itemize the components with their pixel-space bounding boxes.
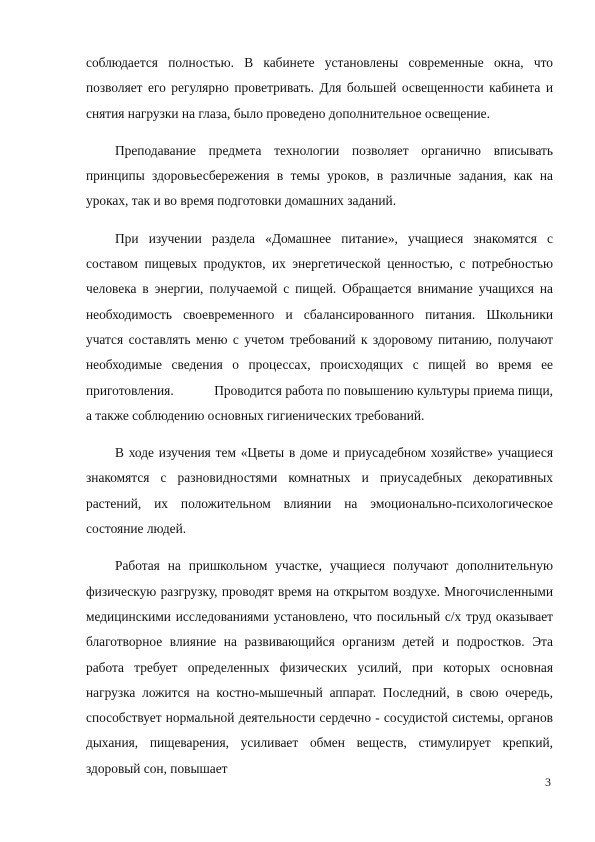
page-number: 3: [545, 775, 551, 789]
paragraph-school-garden: Работая на пришкольном участке, учащиеся получают дополнительную физическую разгрузку, проводят время на открытом воздухе. Многочисленными медицинскими исследованиями установлено, что посильный с/х труд оказывает благотворное влияние на развивающийся организм детей и подростков. Эта работа требует определенных физических усилий, при которых основная нагрузка ложится на костно-мышечный аппарат. Последний, в свою очередь, способствует нормальной деятельности сердечно - сосудистой системы, органов дыхания, пищеварения, усиливает обмен веществ, стимулирует крепкий, здоровый сон, повышает: [86, 558, 557, 776]
paragraph-windows-lighting: соблюдается полностью. В кабинете установлены современные окна, что позволяет его регулярно проветривать. Для большей освещенности кабинета и снятия нагрузки на глаза, было проведено дополнительное освещение.: [86, 55, 557, 121]
page-body: [86, 50, 557, 793]
paragraph-flowers-home: В ходе изучения тем «Цветы в доме и приусадебном хозяйстве» учащиеся знакомятся с разновидностями комнатных и приусадебных декоративных растений, их положительном влиянии на эмоционально-психологическое состояние людей.: [86, 445, 557, 537]
paragraph-home-nutrition: При изучении раздела «Домашнее питание», учащиеся знакомятся с составом пищевых продуктов, их энергетической ценностью, с потребностью человека в энергии, получаемой с пищей. Обращается внимание учащихся на необходимость своевременного и сбалансированного питания. Школьники учатся составлять меню с учетом требований к здоровому питанию, получают необходимые сведения о процессах, происходящих с пищей во время ее приготовления. Проводится работа по повышению культуры приема пищи, а также соблюдению основных гигиенических требований.: [86, 230, 557, 423]
paragraph-technology-teaching: Преподавание предмета технологии позволяет органично вписывать принципы здоровьесбережения в темы уроков, в различные задания, как на уроках, так и во время подготовки домашних заданий.: [86, 142, 557, 209]
